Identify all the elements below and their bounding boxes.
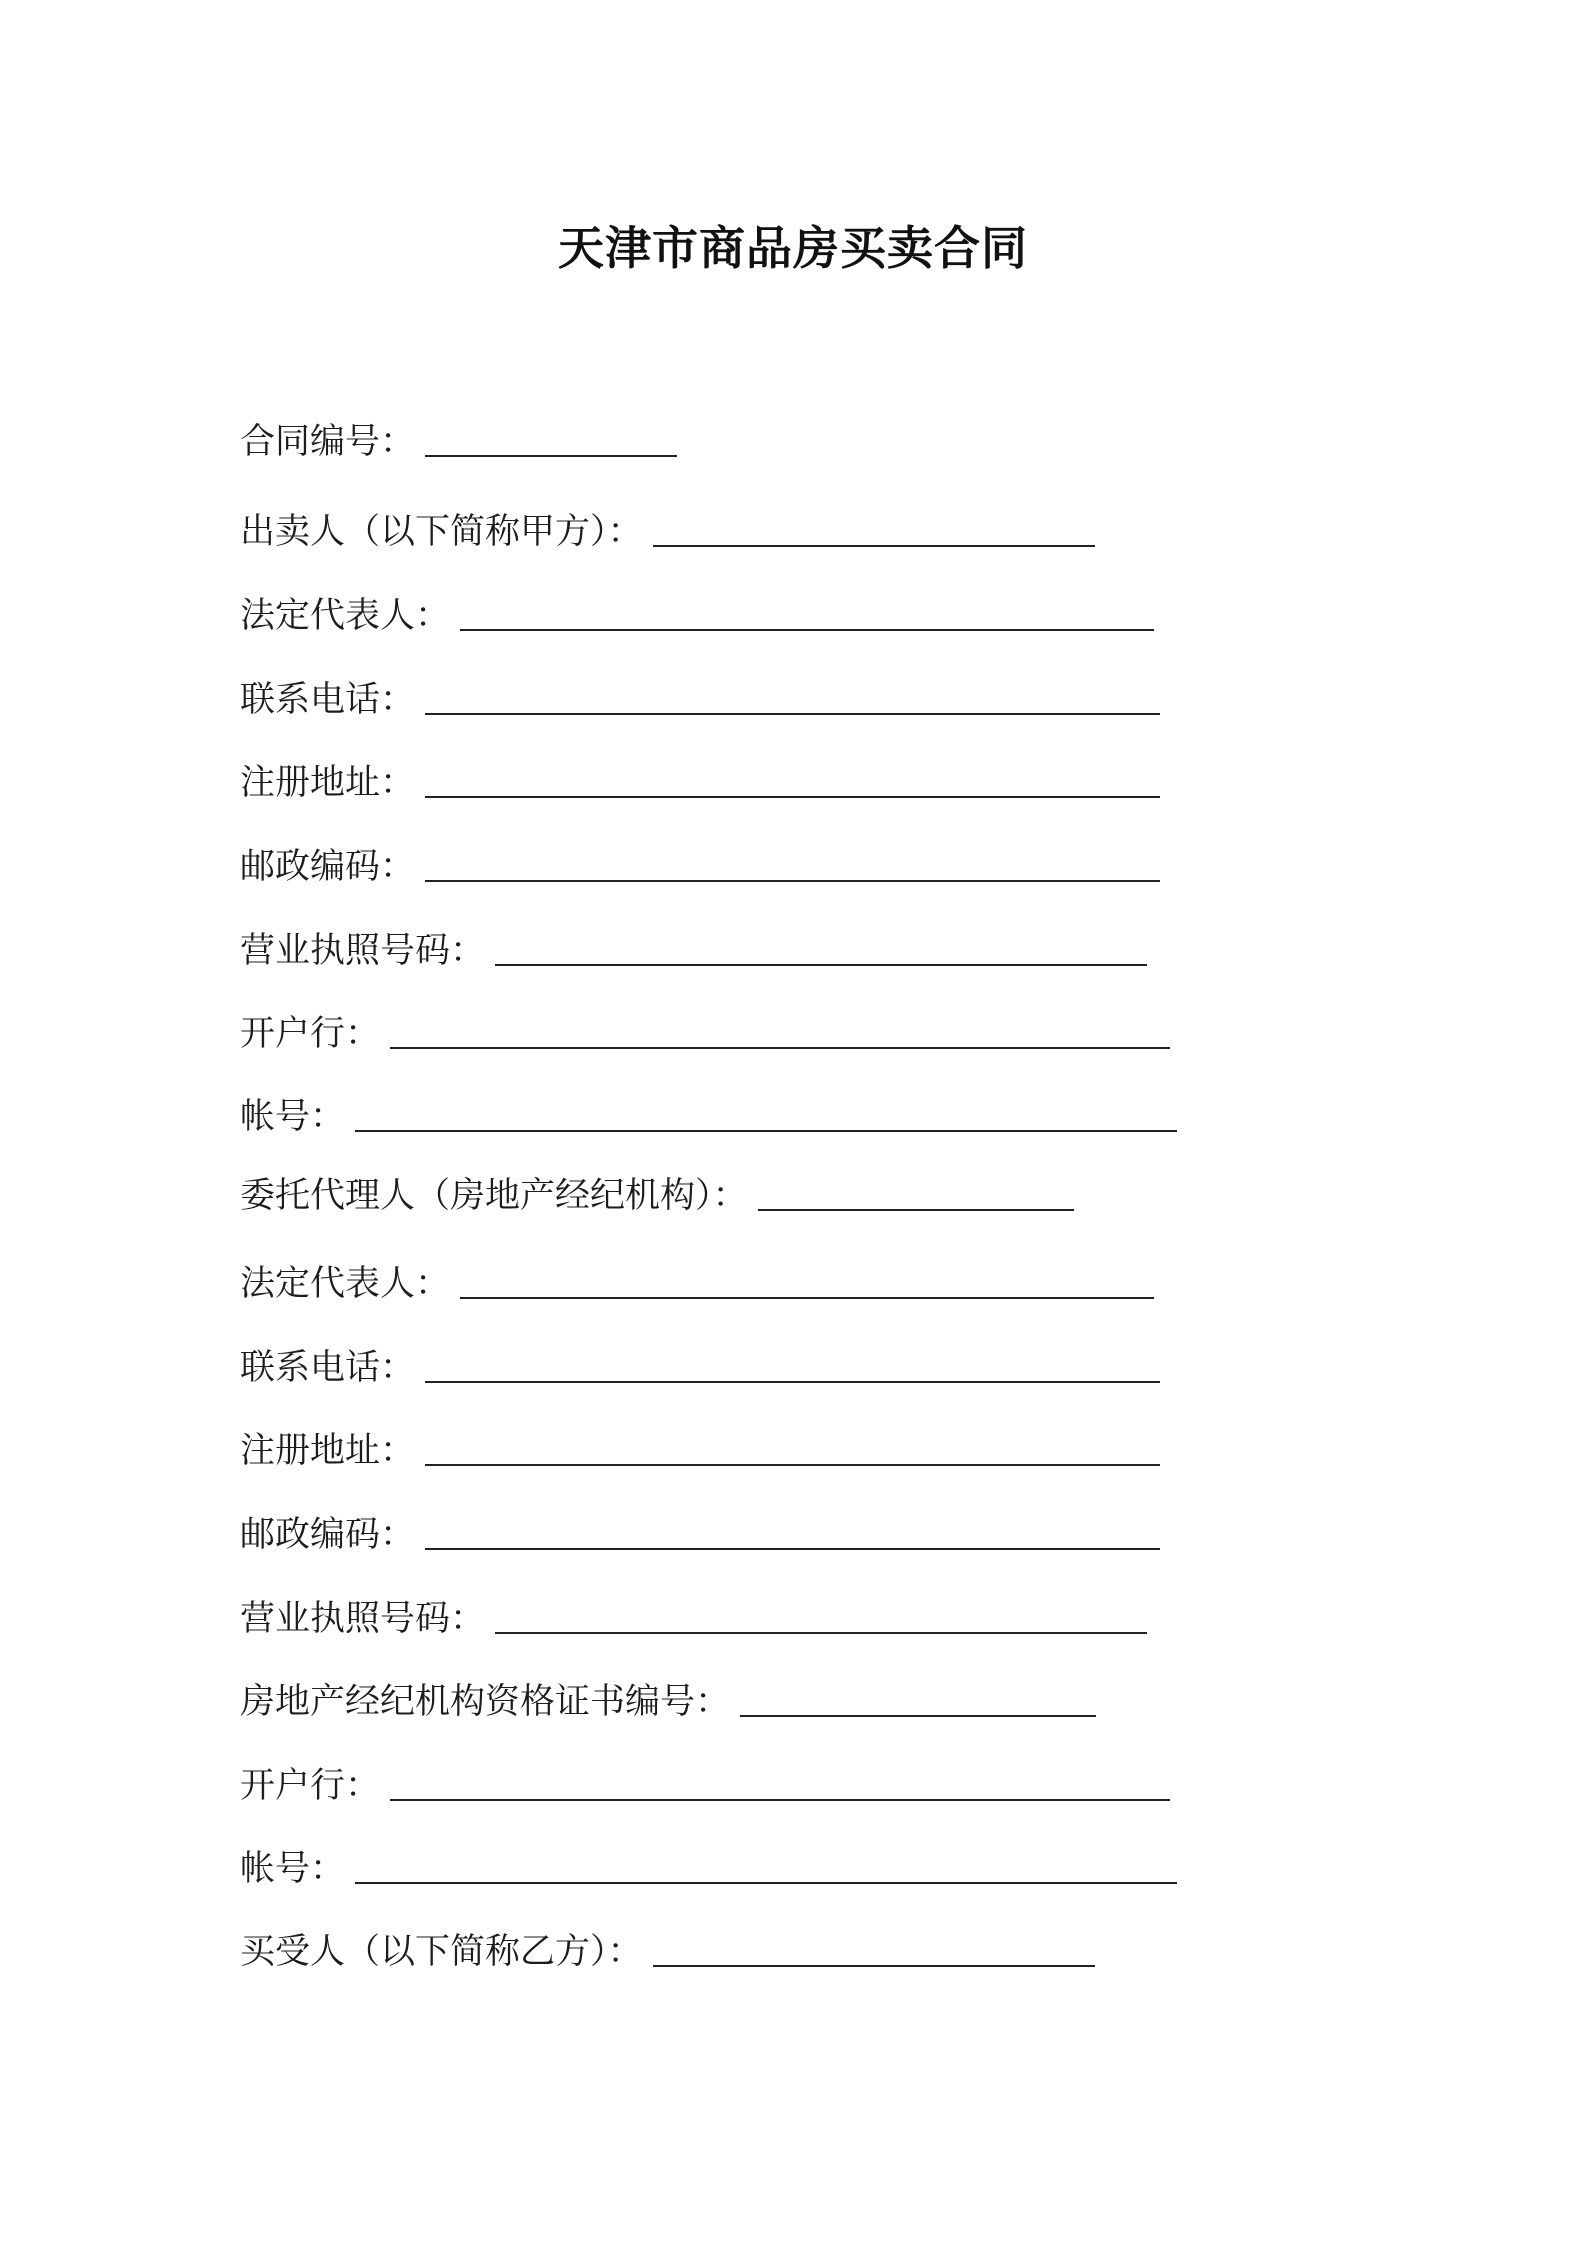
field-agent — [240, 1162, 1074, 1218]
field-agent-account — [240, 1835, 1177, 1891]
field-label: 开户行： — [240, 1766, 381, 1806]
field-agent-bank — [240, 1752, 1170, 1808]
field-label: 开户行： — [240, 1014, 381, 1054]
document-title: 天津市商品房买卖合同 — [558, 221, 1028, 275]
field-blank[interactable] — [740, 1715, 1096, 1717]
field-blank[interactable] — [425, 796, 1160, 798]
field-blank[interactable] — [425, 1381, 1160, 1383]
field-agent-business-license — [240, 1585, 1147, 1641]
field-blank[interactable] — [460, 1297, 1154, 1299]
field-blank[interactable] — [495, 1632, 1147, 1634]
field-blank[interactable] — [425, 880, 1160, 882]
field-label: 帐号： — [240, 1097, 346, 1137]
field-seller-postal-code — [240, 833, 1160, 889]
field-blank[interactable] — [425, 455, 677, 457]
field-label: 买受人（以下简称乙方）： — [240, 1932, 643, 1972]
field-blank[interactable] — [495, 964, 1147, 966]
field-seller-account — [240, 1083, 1177, 1139]
field-blank[interactable] — [758, 1209, 1074, 1211]
field-agent-registered-address — [240, 1417, 1160, 1473]
field-seller-bank — [240, 1000, 1170, 1056]
field-seller-legal-representative — [240, 582, 1154, 638]
field-agent-postal-code — [240, 1501, 1160, 1557]
field-blank[interactable] — [425, 713, 1160, 715]
field-label: 邮政编码： — [240, 847, 416, 887]
field-blank[interactable] — [460, 629, 1154, 631]
field-seller-phone — [240, 666, 1160, 722]
field-label: 法定代表人： — [240, 596, 451, 636]
field-label: 委托代理人（房地产经纪机构）： — [240, 1176, 748, 1216]
field-label: 联系电话： — [240, 680, 416, 720]
field-agent-legal-representative — [240, 1250, 1154, 1306]
field-blank[interactable] — [653, 545, 1095, 547]
field-label: 帐号： — [240, 1849, 346, 1889]
field-seller — [240, 498, 1095, 554]
field-agent-qualification-certificate — [240, 1668, 1096, 1724]
field-label: 法定代表人： — [240, 1264, 451, 1304]
field-blank[interactable] — [425, 1464, 1160, 1466]
field-seller-registered-address — [240, 749, 1160, 805]
field-label: 联系电话： — [240, 1348, 416, 1388]
field-label: 营业执照号码： — [240, 931, 486, 971]
field-agent-phone — [240, 1334, 1160, 1390]
field-label: 房地产经纪机构资格证书编号： — [240, 1682, 731, 1722]
field-blank[interactable] — [653, 1965, 1095, 1967]
field-blank[interactable] — [390, 1047, 1170, 1049]
field-blank[interactable] — [425, 1548, 1160, 1550]
field-label: 合同编号： — [240, 422, 416, 462]
field-label: 邮政编码： — [240, 1515, 416, 1555]
field-blank[interactable] — [355, 1130, 1177, 1132]
field-label: 注册地址： — [240, 763, 416, 803]
field-label: 营业执照号码： — [240, 1599, 486, 1639]
field-seller-business-license — [240, 917, 1147, 973]
field-contract-number — [240, 408, 677, 464]
field-blank[interactable] — [355, 1882, 1177, 1884]
field-label: 出卖人（以下简称甲方）： — [240, 512, 643, 552]
field-label: 注册地址： — [240, 1431, 416, 1471]
field-blank[interactable] — [390, 1799, 1170, 1801]
field-buyer — [240, 1918, 1095, 1974]
